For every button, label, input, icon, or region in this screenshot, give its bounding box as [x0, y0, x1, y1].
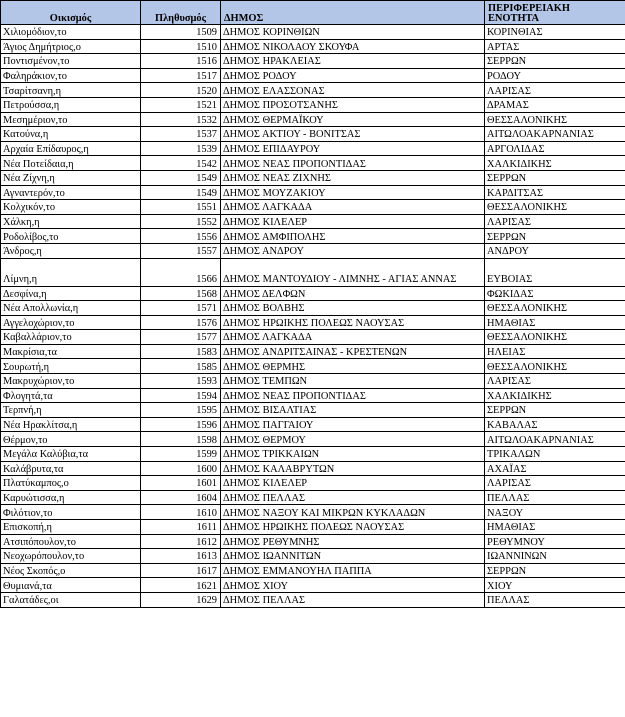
- table-row: [1, 185, 625, 200]
- regional-unit-cell: ΠΕΛΛΑΣ: [485, 592, 625, 607]
- settlement-cell: Αγναντερόν,το: [1, 185, 141, 200]
- municipality-cell: ΔΗΜΟΣ ΑΜΦΙΠΟΛΗΣ: [221, 229, 485, 244]
- table-row: [1, 374, 625, 389]
- municipality-cell: ΔΗΜΟΣ ΝΕΑΣ ΠΡΟΠΟΝΤΙΔΑΣ: [221, 156, 485, 171]
- settlement-cell: Άνδρος,η: [1, 243, 141, 258]
- table-body: [1, 25, 625, 608]
- population-cell: 1600: [141, 461, 221, 476]
- municipality-cell: ΔΗΜΟΣ ΝΑΞΟΥ ΚΑΙ ΜΙΚΡΩΝ ΚΥΚΛΑΔΩΝ: [221, 505, 485, 520]
- table-row: [1, 200, 625, 215]
- population-cell: 1537: [141, 127, 221, 142]
- population-cell: 1516: [141, 54, 221, 69]
- regional-unit-cell: ΤΡΙΚΑΛΩΝ: [485, 447, 625, 462]
- settlement-cell: Μακρίσια,τα: [1, 344, 141, 359]
- regional-unit-cell: ΑΙΤΩΛΟΑΚΑΡΝΑΝΙΑΣ: [485, 432, 625, 447]
- municipality-cell: ΔΗΜΟΣ ΔΕΛΦΩΝ: [221, 286, 485, 301]
- regional-unit-cell: ΛΑΡΙΣΑΣ: [485, 476, 625, 491]
- regional-unit-cell: ΛΑΡΙΣΑΣ: [485, 83, 625, 98]
- municipality-cell: ΔΗΜΟΣ ΒΟΛΒΗΣ: [221, 301, 485, 316]
- municipality-cell: ΔΗΜΟΣ ΗΡΑΚΛΕΙΑΣ: [221, 54, 485, 69]
- population-cell: 1595: [141, 403, 221, 418]
- municipality-cell: ΔΗΜΟΣ ΤΕΜΠΩΝ: [221, 374, 485, 389]
- settlement-cell: Θυμιανά,τα: [1, 578, 141, 593]
- table-row: [1, 505, 625, 520]
- settlement-cell: Νέα Ποτείδαια,η: [1, 156, 141, 171]
- table-row: [1, 388, 625, 403]
- settlement-cell: Λίμνη,η: [1, 258, 141, 286]
- table-row: [1, 315, 625, 330]
- settlement-cell: Γαλατάδες,οι: [1, 592, 141, 607]
- regional-unit-cell: ΣΕΡΡΩΝ: [485, 229, 625, 244]
- header-settlement: Οικισμός: [1, 1, 141, 25]
- settlement-cell: Μακρυχώριον,το: [1, 374, 141, 389]
- table-row: [1, 447, 625, 462]
- settlement-cell: Χάλκη,η: [1, 214, 141, 229]
- regional-unit-cell: ΔΡΑΜΑΣ: [485, 97, 625, 112]
- municipality-cell: ΔΗΜΟΣ ΑΝΔΡΙΤΣΑΙΝΑΣ - ΚΡΕΣΤΕΝΩΝ: [221, 344, 485, 359]
- regional-unit-cell: ΠΕΛΛΑΣ: [485, 490, 625, 505]
- municipality-cell: ΔΗΜΟΣ ΚΑΛΑΒΡΥΤΩΝ: [221, 461, 485, 476]
- table-row: [1, 344, 625, 359]
- settlement-cell: Ατσιπόπουλον,το: [1, 534, 141, 549]
- regional-unit-cell: ΣΕΡΡΩΝ: [485, 403, 625, 418]
- population-cell: 1596: [141, 417, 221, 432]
- table-row: [1, 243, 625, 258]
- population-cell: 1604: [141, 490, 221, 505]
- municipality-cell: ΔΗΜΟΣ ΠΕΛΛΑΣ: [221, 490, 485, 505]
- population-cell: 1621: [141, 578, 221, 593]
- regional-unit-cell: ΣΕΡΡΩΝ: [485, 170, 625, 185]
- table-row: [1, 97, 625, 112]
- table-row: [1, 156, 625, 171]
- table-row: [1, 39, 625, 54]
- municipality-cell: ΔΗΜΟΣ ΗΡΩΙΚΗΣ ΠΟΛΕΩΣ ΝΑΟΥΣΑΣ: [221, 520, 485, 535]
- table-row: [1, 578, 625, 593]
- regional-unit-cell: ΝΑΞΟΥ: [485, 505, 625, 520]
- table-row: [1, 83, 625, 98]
- table-row: [1, 563, 625, 578]
- municipality-cell: ΔΗΜΟΣ ΘΕΡΜΗΣ: [221, 359, 485, 374]
- municipality-cell: ΔΗΜΟΣ ΘΕΡΜΟΥ: [221, 432, 485, 447]
- municipality-cell: ΔΗΜΟΣ ΧΙΟΥ: [221, 578, 485, 593]
- regional-unit-cell: ΚΑΡΔΙΤΣΑΣ: [485, 185, 625, 200]
- header-row: [1, 1, 625, 25]
- settlement-cell: Νέα Ζίχνη,η: [1, 170, 141, 185]
- population-cell: 1601: [141, 476, 221, 491]
- settlement-cell: Νεοχωρόπουλον,το: [1, 549, 141, 564]
- table-row: [1, 170, 625, 185]
- settlement-cell: Νέα Ηρακλίτσα,η: [1, 417, 141, 432]
- settlement-cell: Νέος Σκοπός,ο: [1, 563, 141, 578]
- regional-unit-cell: ΑΡΓΟΛΙΔΑΣ: [485, 141, 625, 156]
- regional-unit-cell: ΛΑΡΙΣΑΣ: [485, 214, 625, 229]
- municipality-cell: ΔΗΜΟΣ ΚΟΡΙΝΘΙΩΝ: [221, 25, 485, 40]
- settlement-cell: Καλάβρυτα,τα: [1, 461, 141, 476]
- population-cell: 1617: [141, 563, 221, 578]
- settlement-cell: Φλογητά,τα: [1, 388, 141, 403]
- settlement-cell: Δεσφίνα,η: [1, 286, 141, 301]
- population-cell: 1568: [141, 286, 221, 301]
- regional-unit-cell: ΛΑΡΙΣΑΣ: [485, 374, 625, 389]
- population-cell: 1583: [141, 344, 221, 359]
- population-cell: 1612: [141, 534, 221, 549]
- population-cell: 1551: [141, 200, 221, 215]
- population-cell: 1598: [141, 432, 221, 447]
- municipality-cell: ΔΗΜΟΣ ΕΛΑΣΣΟΝΑΣ: [221, 83, 485, 98]
- population-cell: 1539: [141, 141, 221, 156]
- municipality-cell: ΔΗΜΟΣ ΜΑΝΤΟΥΔΙΟΥ - ΛΙΜΝΗΣ - ΑΓΙΑΣ ΑΝΝΑΣ: [221, 258, 485, 286]
- municipality-cell: ΔΗΜΟΣ ΝΕΑΣ ΖΙΧΝΗΣ: [221, 170, 485, 185]
- municipality-cell: ΔΗΜΟΣ ΤΡΙΚΚΑΙΩΝ: [221, 447, 485, 462]
- regional-unit-cell: ΣΕΡΡΩΝ: [485, 563, 625, 578]
- population-cell: 1542: [141, 156, 221, 171]
- regional-unit-cell: ΧΑΛΚΙΔΙΚΗΣ: [485, 388, 625, 403]
- table-row: [1, 549, 625, 564]
- settlement-cell: Τσαρίτσανη,η: [1, 83, 141, 98]
- header-municipality: ΔΗΜΟΣ: [221, 1, 485, 25]
- table-row: [1, 229, 625, 244]
- settlement-cell: Πετρούσσα,η: [1, 97, 141, 112]
- regional-unit-cell: ΡΕΘΥΜΝΟΥ: [485, 534, 625, 549]
- regional-unit-cell: ΑΝΔΡΟΥ: [485, 243, 625, 258]
- population-cell: 1576: [141, 315, 221, 330]
- header-population: Πληθυσμός: [141, 1, 221, 25]
- population-cell: 1566: [141, 258, 221, 286]
- population-cell: 1509: [141, 25, 221, 40]
- municipality-cell: ΔΗΜΟΣ ΠΕΛΛΑΣ: [221, 592, 485, 607]
- settlement-cell: Άγιος Δημήτριος,ο: [1, 39, 141, 54]
- population-cell: 1593: [141, 374, 221, 389]
- regional-unit-cell: ΗΛΕΙΑΣ: [485, 344, 625, 359]
- table-row: [1, 141, 625, 156]
- regional-unit-cell: ΦΩΚΙΔΑΣ: [485, 286, 625, 301]
- settlement-cell: Αρχαία Επίδαυρος,η: [1, 141, 141, 156]
- table-row: [1, 476, 625, 491]
- municipality-cell: ΔΗΜΟΣ ΑΝΔΡΟΥ: [221, 243, 485, 258]
- municipality-cell: ΔΗΜΟΣ ΡΟΔΟΥ: [221, 68, 485, 83]
- municipality-cell: ΔΗΜΟΣ ΚΙΛΕΛΕΡ: [221, 214, 485, 229]
- municipality-cell: ΔΗΜΟΣ ΝΕΑΣ ΠΡΟΠΟΝΤΙΔΑΣ: [221, 388, 485, 403]
- population-cell: 1611: [141, 520, 221, 535]
- municipality-cell: ΔΗΜΟΣ ΙΩΑΝΝΙΤΩΝ: [221, 549, 485, 564]
- settlement-cell: Πλατύκαμπος,ο: [1, 476, 141, 491]
- table-row: [1, 359, 625, 374]
- table-row: [1, 461, 625, 476]
- table-row: [1, 520, 625, 535]
- table-row: [1, 432, 625, 447]
- municipality-cell: ΔΗΜΟΣ ΠΡΟΣΟΤΣΑΝΗΣ: [221, 97, 485, 112]
- municipality-cell: ΔΗΜΟΣ ΗΡΩΙΚΗΣ ΠΟΛΕΩΣ ΝΑΟΥΣΑΣ: [221, 315, 485, 330]
- settlement-cell: Καβαλλάριον,το: [1, 330, 141, 345]
- population-cell: 1577: [141, 330, 221, 345]
- settlement-cell: Αγγελοχώριον,το: [1, 315, 141, 330]
- regional-unit-cell: ΡΟΔΟΥ: [485, 68, 625, 83]
- regional-unit-cell: ΘΕΣΣΑΛΟΝΙΚΗΣ: [485, 330, 625, 345]
- table-row: [1, 54, 625, 69]
- settlement-cell: Μεσημέριον,το: [1, 112, 141, 127]
- table-row: [1, 534, 625, 549]
- settlement-cell: Σουρωτή,η: [1, 359, 141, 374]
- regional-unit-cell: ΘΕΣΣΑΛΟΝΙΚΗΣ: [485, 301, 625, 316]
- population-cell: 1585: [141, 359, 221, 374]
- table-row: [1, 25, 625, 40]
- settlement-cell: Επισκοπή,η: [1, 520, 141, 535]
- regional-unit-cell: ΧΙΟΥ: [485, 578, 625, 593]
- settlement-cell: Μεγάλα Καλύβια,τα: [1, 447, 141, 462]
- table-row: [1, 330, 625, 345]
- population-cell: 1556: [141, 229, 221, 244]
- table-row: [1, 301, 625, 316]
- settlement-cell: Φαληράκιον,το: [1, 68, 141, 83]
- table-row: [1, 214, 625, 229]
- population-cell: 1610: [141, 505, 221, 520]
- regional-unit-cell: ΗΜΑΘΙΑΣ: [485, 520, 625, 535]
- regional-unit-cell: ΘΕΣΣΑΛΟΝΙΚΗΣ: [485, 200, 625, 215]
- population-cell: 1532: [141, 112, 221, 127]
- municipality-cell: ΔΗΜΟΣ ΕΜΜΑΝΟΥΗΛ ΠΑΠΠΑ: [221, 563, 485, 578]
- regional-unit-cell: ΣΕΡΡΩΝ: [485, 54, 625, 69]
- municipality-cell: ΔΗΜΟΣ ΚΙΛΕΛΕΡ: [221, 476, 485, 491]
- population-cell: 1613: [141, 549, 221, 564]
- regional-unit-cell: ΑΡΤΑΣ: [485, 39, 625, 54]
- municipality-cell: ΔΗΜΟΣ ΡΕΘΥΜΝΗΣ: [221, 534, 485, 549]
- population-cell: 1520: [141, 83, 221, 98]
- population-cell: 1552: [141, 214, 221, 229]
- municipality-cell: ΔΗΜΟΣ ΕΠΙΔΑΥΡΟΥ: [221, 141, 485, 156]
- table-row: [1, 68, 625, 83]
- municipality-cell: ΔΗΜΟΣ ΠΑΓΓΑΙΟΥ: [221, 417, 485, 432]
- regional-unit-cell: ΘΕΣΣΑΛΟΝΙΚΗΣ: [485, 359, 625, 374]
- settlement-cell: Φιλότιον,το: [1, 505, 141, 520]
- population-cell: 1549: [141, 185, 221, 200]
- header-regional-unit: ΠΕΡΙΦΕΡΕΙΑΚΗ ΕΝΟΤΗΤΑ: [485, 1, 625, 25]
- regional-unit-cell: ΑΧΑΪΑΣ: [485, 461, 625, 476]
- settlement-cell: Καρυώτισσα,η: [1, 490, 141, 505]
- settlement-cell: Ποντισμένον,το: [1, 54, 141, 69]
- regional-unit-cell: ΕΥΒΟΙΑΣ: [485, 258, 625, 286]
- population-cell: 1629: [141, 592, 221, 607]
- settlement-cell: Θέρμον,το: [1, 432, 141, 447]
- settlement-cell: Κατούνα,η: [1, 127, 141, 142]
- settlement-cell: Νέα Απολλωνία,η: [1, 301, 141, 316]
- municipality-cell: ΔΗΜΟΣ ΑΚΤΙΟΥ - ΒΟΝΙΤΣΑΣ: [221, 127, 485, 142]
- regional-unit-cell: ΙΩΑΝΝΙΝΩΝ: [485, 549, 625, 564]
- municipality-cell: ΔΗΜΟΣ ΛΑΓΚΑΔΑ: [221, 200, 485, 215]
- regional-unit-cell: ΚΟΡΙΝΘΙΑΣ: [485, 25, 625, 40]
- population-cell: 1521: [141, 97, 221, 112]
- municipality-cell: ΔΗΜΟΣ ΘΕΡΜΑΪΚΟΥ: [221, 112, 485, 127]
- settlement-cell: Χιλιομόδιον,το: [1, 25, 141, 40]
- population-cell: 1549: [141, 170, 221, 185]
- population-cell: 1571: [141, 301, 221, 316]
- table-row: [1, 403, 625, 418]
- population-cell: 1599: [141, 447, 221, 462]
- table-row: [1, 417, 625, 432]
- municipality-cell: ΔΗΜΟΣ ΝΙΚΟΛΑΟΥ ΣΚΟΥΦΑ: [221, 39, 485, 54]
- municipality-cell: ΔΗΜΟΣ ΛΑΓΚΑΔΑ: [221, 330, 485, 345]
- population-cell: 1510: [141, 39, 221, 54]
- population-cell: 1557: [141, 243, 221, 258]
- regional-unit-cell: ΗΜΑΘΙΑΣ: [485, 315, 625, 330]
- municipality-cell: ΔΗΜΟΣ ΒΙΣΑΛΤΙΑΣ: [221, 403, 485, 418]
- table-row: [1, 490, 625, 505]
- table-row: [1, 258, 625, 286]
- regional-unit-cell: ΑΙΤΩΛΟΑΚΑΡΝΑΝΙΑΣ: [485, 127, 625, 142]
- table-row: [1, 127, 625, 142]
- settlement-cell: Κολχικόν,το: [1, 200, 141, 215]
- settlement-cell: Ροδολίβος,το: [1, 229, 141, 244]
- table-row: [1, 286, 625, 301]
- regional-unit-cell: ΘΕΣΣΑΛΟΝΙΚΗΣ: [485, 112, 625, 127]
- population-cell: 1517: [141, 68, 221, 83]
- population-cell: 1594: [141, 388, 221, 403]
- municipality-cell: ΔΗΜΟΣ ΜΟΥΖΑΚΙΟΥ: [221, 185, 485, 200]
- table-row: [1, 592, 625, 607]
- regional-unit-cell: ΧΑΛΚΙΔΙΚΗΣ: [485, 156, 625, 171]
- settlement-cell: Τερπνή,η: [1, 403, 141, 418]
- regional-unit-cell: ΚΑΒΑΛΑΣ: [485, 417, 625, 432]
- table-row: [1, 112, 625, 127]
